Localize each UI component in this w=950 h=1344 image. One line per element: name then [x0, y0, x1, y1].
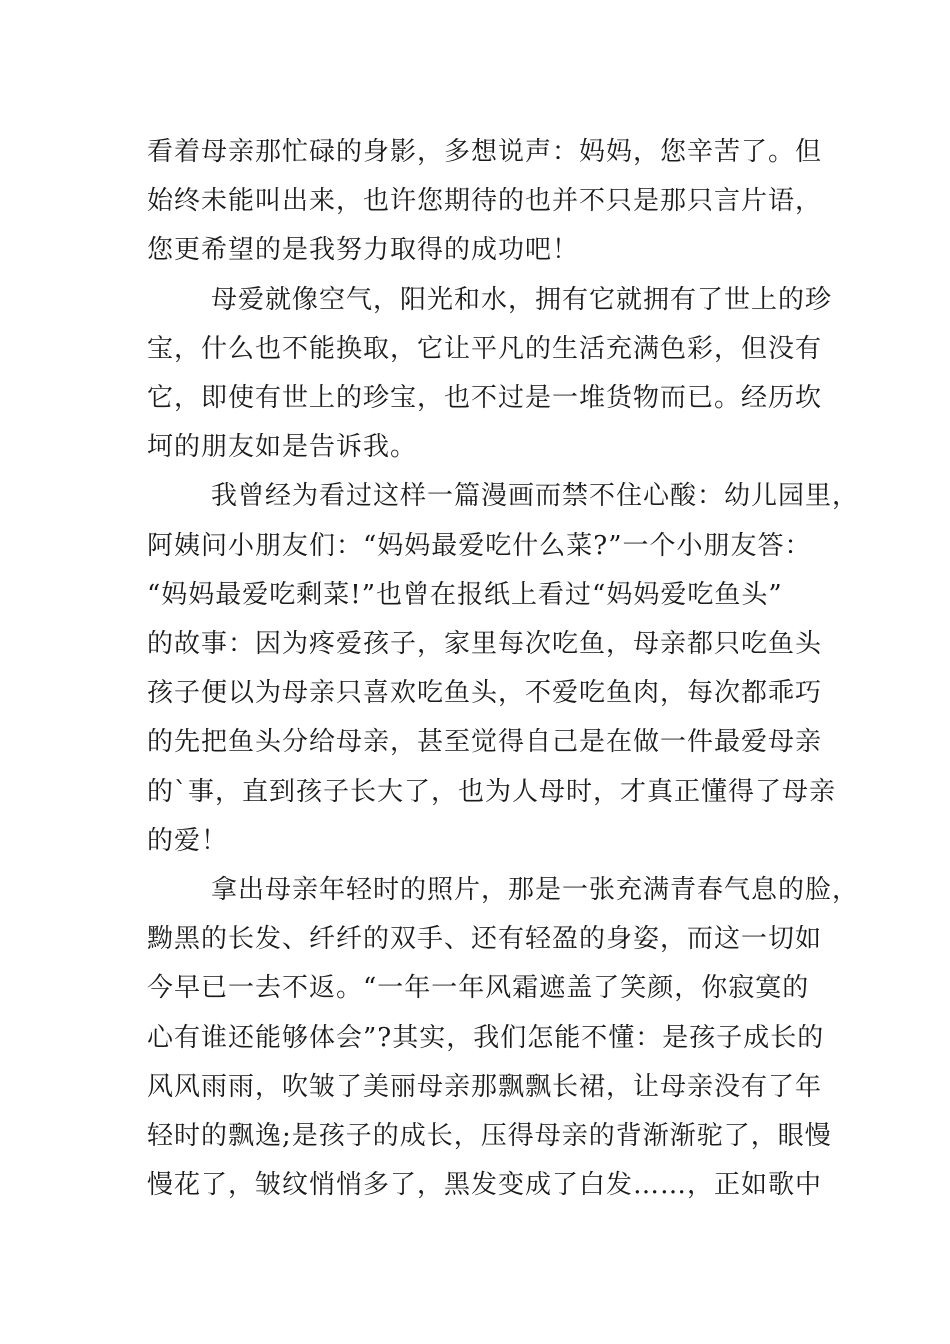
- text-line: 它，即使有世上的珍宝，也不过是一堆货物而已。经历坎: [147, 383, 823, 414]
- article-body: [147, 128, 860, 1210]
- text-line: 孩子便以为母亲只喜欢吃鱼头，不爱吃鱼肉，每次都乖巧: [147, 678, 823, 709]
- text-line: 的`事，直到孩子长大了，也为人母时，才真正懂得了母亲: [147, 776, 837, 807]
- text-line: 您更希望的是我努力取得的成功吧！: [147, 235, 580, 266]
- text-line: 黝黑的长发、纤纤的双手、还有轻盈的身姿，而这一切如: [147, 924, 823, 955]
- text-line: 心有谁还能够体会”?其实，我们怎能不懂：是孩子成长的: [147, 1022, 825, 1053]
- text-line: “妈妈最爱吃剩菜!”也曾在报纸上看过“妈妈爱吃鱼头”: [147, 579, 783, 610]
- text-line: 的先把鱼头分给母亲，甚至觉得自己是在做一件最爱母亲: [147, 727, 823, 758]
- text-line: 宝，什么也不能换取，它让平凡的生活充满色彩，但没有: [147, 333, 823, 364]
- paragraph-3: [147, 472, 860, 866]
- text-line: 我曾经为看过这样一篇漫画而禁不住心酸：幼儿园里，: [211, 481, 860, 512]
- text-line: 看着母亲那忙碌的身影，多想说声：妈妈，您辛苦了。但: [147, 137, 823, 167]
- text-line: 母爱就像空气，阳光和水，拥有它就拥有了世上的珍: [211, 284, 833, 315]
- text-line: 阿姨问小朋友们：“妈妈最爱吃什么菜?”一个小朋友答：: [147, 530, 812, 561]
- text-line: 轻时的飘逸;是孩子的成长，压得母亲的背渐渐驼了，眼慢: [147, 1121, 832, 1152]
- text-line: 始终未能叫出来，也许您期待的也并不只是那只言片语，: [147, 186, 823, 217]
- text-line: 慢花了，皱纹悄悄多了，黑发变成了白发……，正如歌中: [147, 1170, 823, 1201]
- paragraph-4: [147, 866, 860, 1210]
- text-line: 拿出母亲年轻时的照片，那是一张充满青春气息的脸，: [211, 875, 860, 906]
- text-line: 的故事：因为疼爱孩子，家里每次吃鱼，母亲都只吃鱼头: [147, 629, 823, 660]
- text-line: 的爱！: [147, 825, 229, 856]
- paragraph-2: [147, 276, 833, 473]
- text-line: 风风雨雨，吹皱了美丽母亲那飘飘长裙，让母亲没有了年: [147, 1071, 823, 1102]
- text-line: 坷的朋友如是告诉我。: [147, 432, 418, 463]
- text-line: 今早已一去不返。“一年一年风霜遮盖了笑颜，你寂寞的: [147, 973, 810, 1004]
- paragraph-1: [147, 128, 827, 276]
